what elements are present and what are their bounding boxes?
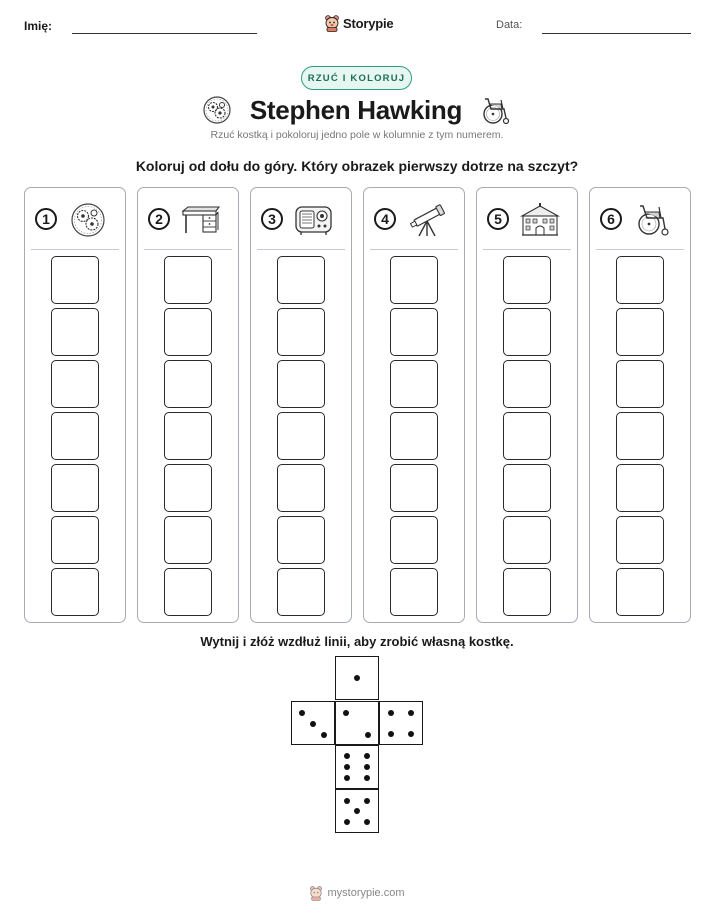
cell-row-6[interactable]	[616, 308, 664, 356]
radio-icon	[293, 202, 335, 238]
date-label: Data:	[496, 19, 523, 31]
die-face-1	[335, 656, 379, 700]
name-line[interactable]	[72, 33, 257, 34]
cell-row-7[interactable]	[503, 256, 551, 304]
column-number: 4	[374, 208, 396, 230]
cell-row-3[interactable]	[390, 464, 438, 512]
column-number: 3	[261, 208, 283, 230]
column-2	[137, 187, 239, 623]
pip	[343, 710, 349, 716]
cell-row-7[interactable]	[277, 256, 325, 304]
cell-row-3[interactable]	[616, 464, 664, 512]
cell-row-1[interactable]	[503, 568, 551, 616]
subtitle: Rzuć kostką i pokoloruj jedno pole w kolumnie z tym numerem.	[210, 129, 504, 141]
university-building-icon	[519, 202, 561, 238]
cell-row-4[interactable]	[277, 412, 325, 460]
cell-row-2[interactable]	[277, 516, 325, 564]
column-divider	[483, 249, 571, 250]
die-face-5	[335, 789, 379, 833]
cell-row-2[interactable]	[390, 516, 438, 564]
wheelchair-icon	[480, 95, 512, 125]
cell-row-3[interactable]	[164, 464, 212, 512]
cell-row-1[interactable]	[390, 568, 438, 616]
cell-row-5[interactable]	[51, 360, 99, 408]
brand-logo	[324, 13, 393, 33]
cell-row-4[interactable]	[51, 412, 99, 460]
cell-row-4[interactable]	[390, 412, 438, 460]
gears-icon	[67, 202, 109, 238]
column-number: 5	[487, 208, 509, 230]
cell-row-7[interactable]	[164, 256, 212, 304]
column-header	[477, 202, 577, 238]
column-3	[250, 187, 352, 623]
desk-icon	[180, 202, 222, 238]
storypie-mascot-icon	[324, 14, 340, 32]
cell-row-3[interactable]	[277, 464, 325, 512]
cell-row-7[interactable]	[616, 256, 664, 304]
pip	[354, 808, 360, 814]
cell-row-4[interactable]	[616, 412, 664, 460]
pip	[344, 753, 350, 759]
pip	[310, 721, 316, 727]
cell-row-1[interactable]	[616, 568, 664, 616]
pip	[388, 710, 394, 716]
column-divider	[31, 249, 119, 250]
page-title: Stephen Hawking	[249, 94, 463, 125]
die-face-2	[335, 701, 379, 745]
pip	[388, 731, 394, 737]
cell-row-6[interactable]	[51, 308, 99, 356]
pip	[344, 798, 350, 804]
cut-instruction: Wytnij i złóż wzdłuż linii, aby zrobić własną kostkę.	[200, 634, 514, 649]
cell-row-7[interactable]	[51, 256, 99, 304]
cell-row-6[interactable]	[390, 308, 438, 356]
column-5	[476, 187, 578, 623]
column-number: 1	[35, 208, 57, 230]
pip	[321, 732, 327, 738]
cell-row-6[interactable]	[277, 308, 325, 356]
pip	[299, 710, 305, 716]
activity-badge: RZUĆ I KOLORUJ	[301, 66, 412, 90]
cell-row-5[interactable]	[164, 360, 212, 408]
cell-row-5[interactable]	[503, 360, 551, 408]
cell-row-1[interactable]	[51, 568, 99, 616]
wheelchair-icon	[632, 202, 674, 238]
die-face-4	[379, 701, 423, 745]
name-label: Imię:	[24, 19, 53, 33]
pip	[344, 764, 350, 770]
cell-row-2[interactable]	[503, 516, 551, 564]
brand-name: Storypie	[343, 15, 394, 31]
cell-row-5[interactable]	[277, 360, 325, 408]
pip	[354, 675, 360, 681]
column-divider	[144, 249, 232, 250]
cell-row-6[interactable]	[164, 308, 212, 356]
footer	[0, 885, 714, 901]
column-4	[363, 187, 465, 623]
cell-row-3[interactable]	[51, 464, 99, 512]
cell-row-2[interactable]	[51, 516, 99, 564]
cell-row-4[interactable]	[503, 412, 551, 460]
cell-row-7[interactable]	[390, 256, 438, 304]
pip	[344, 775, 350, 781]
cell-row-1[interactable]	[164, 568, 212, 616]
cell-row-2[interactable]	[616, 516, 664, 564]
storypie-mascot-icon	[309, 885, 323, 901]
column-divider	[257, 249, 345, 250]
telescope-icon	[406, 202, 448, 238]
column-divider	[596, 249, 684, 250]
pip	[364, 819, 370, 825]
pip	[364, 775, 370, 781]
die-face-3	[291, 701, 335, 745]
footer-url[interactable]: mystorypie.com	[327, 887, 405, 899]
pip	[344, 819, 350, 825]
pip	[364, 753, 370, 759]
pip	[408, 710, 414, 716]
cell-row-5[interactable]	[390, 360, 438, 408]
column-header	[25, 202, 125, 238]
pip	[364, 764, 370, 770]
instruction-heading: Koloruj od dołu do góry. Który obrazek pierwszy dotrze na szczyt?	[135, 158, 579, 174]
pip	[364, 798, 370, 804]
race-columns	[24, 187, 690, 624]
column-header	[364, 202, 464, 238]
pip	[365, 732, 371, 738]
cell-row-1[interactable]	[277, 568, 325, 616]
cell-row-3[interactable]	[503, 464, 551, 512]
column-number: 2	[148, 208, 170, 230]
column-divider	[370, 249, 458, 250]
column-6	[589, 187, 691, 623]
column-header	[251, 202, 351, 238]
cell-row-5[interactable]	[616, 360, 664, 408]
column-header	[138, 202, 238, 238]
column-header	[590, 202, 690, 238]
cell-row-4[interactable]	[164, 412, 212, 460]
column-number: 6	[600, 208, 622, 230]
die-face-6	[335, 745, 379, 789]
column-1	[24, 187, 126, 623]
pip	[408, 731, 414, 737]
gears-icon	[202, 95, 232, 125]
date-line[interactable]	[542, 33, 691, 34]
title-row	[0, 90, 714, 130]
cell-row-6[interactable]	[503, 308, 551, 356]
cell-row-2[interactable]	[164, 516, 212, 564]
